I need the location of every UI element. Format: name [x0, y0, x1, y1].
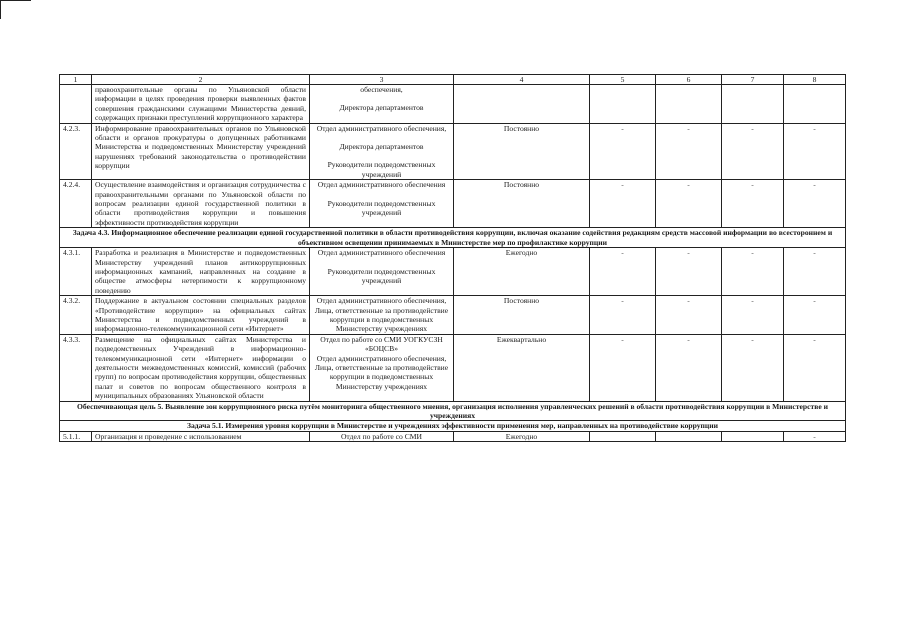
item-executors — [310, 248, 454, 296]
column-header-6: 6 — [656, 75, 722, 85]
funding-c5: - — [590, 334, 656, 401]
funding-c6: - — [656, 180, 722, 228]
item-description: Осуществление взаимодействия и организация сотрудничества с правоохранительными органами по Ульяновской области по вопросам реализации единой государственной политики в области противодействия коррупции и повышения эффективности противодействия коррупции — [92, 180, 310, 228]
table-row — [60, 334, 846, 401]
executor-line: Отдел административного обеспечения — [317, 248, 446, 258]
task-heading-row — [60, 228, 846, 248]
executor-spacer — [313, 151, 450, 160]
item-number: 4.2.4. — [60, 180, 92, 228]
funding-c5: - — [590, 296, 656, 335]
executor-spacer — [313, 133, 450, 142]
executor-line: Отдел административного обеспечения, — [316, 296, 447, 306]
executor-line: Отдел административного обеспечения — [317, 180, 446, 190]
funding-c6 — [656, 431, 722, 441]
action-plan-table — [59, 74, 846, 442]
item-term: Постоянно — [454, 296, 590, 335]
table-row — [60, 248, 846, 296]
executor-line: Директора департаментов — [339, 103, 424, 113]
table-row — [60, 431, 846, 441]
item-number: 5.1.1. — [60, 431, 92, 441]
funding-c8: - — [784, 248, 846, 296]
item-executors — [310, 123, 454, 180]
item-description: Информирование правоохранительных органов по Ульяновской области и органов прокуратуры о допущенных работниками Министерства и подведомственных Министерству учреждений нарушениях требований законодательства о противодействии коррупции — [92, 123, 310, 180]
funding-c6 — [656, 85, 722, 124]
item-term: Ежеквартально — [454, 334, 590, 401]
executor-line: Руководители подведомственных учреждений — [327, 266, 436, 285]
column-header-8: 8 — [784, 75, 846, 85]
funding-c6: - — [656, 123, 722, 180]
executor-line: Лица, ответственные за противодействие коррупции в подведомственных Министерству учреждениях — [314, 362, 449, 391]
item-term: Постоянно — [454, 123, 590, 180]
funding-c8: - — [784, 334, 846, 401]
executor-spacer — [313, 258, 450, 267]
task-heading-row — [60, 421, 846, 431]
funding-c7: - — [722, 334, 784, 401]
header-row — [60, 75, 846, 85]
item-executors — [310, 431, 454, 441]
funding-c5: - — [590, 123, 656, 180]
executor-line: Отдел административного обеспечения, — [316, 123, 447, 133]
item-term: Ежегодно — [454, 248, 590, 296]
funding-c8: - — [784, 180, 846, 228]
item-number: 4.2.3. — [60, 123, 92, 180]
executor-line: Руководители подведомственных учреждений — [327, 198, 436, 218]
executor-line: обеспечения, — [360, 85, 403, 94]
column-header-1: 1 — [60, 75, 92, 85]
funding-c8: - — [784, 296, 846, 335]
funding-c5: - — [590, 180, 656, 228]
item-term: Ежегодно — [454, 431, 590, 441]
page-corner-mark — [0, 0, 31, 19]
funding-c7: - — [722, 248, 784, 296]
funding-c7: - — [722, 123, 784, 180]
executor-line: Отдел по работе со СМИ УОГКУСЗН «БОЦСВ» — [320, 334, 443, 354]
table-row — [60, 123, 846, 180]
item-executors — [310, 85, 454, 124]
funding-c7: - — [722, 180, 784, 228]
item-description: Разработка и реализация в Министерстве и подведомственных Министерству учреждений планов антикоррупционных информационных кампаний, направленных на создание в обществе атмосферы нетерпимости к коррупционному поведению — [92, 248, 310, 296]
item-description: Организация и проведение с использованием — [92, 431, 310, 441]
executor-spacer — [313, 190, 450, 199]
table-row — [60, 180, 846, 228]
column-header-3: 3 — [310, 75, 454, 85]
funding-c5: - — [590, 248, 656, 296]
table-row — [60, 296, 846, 335]
executor-line: Директора департаментов — [339, 142, 424, 152]
executor-line: Лица, ответственные за противодействие коррупции в подведомственных Министерству учреждениях — [314, 305, 449, 334]
column-header-5: 5 — [590, 75, 656, 85]
task-heading: Обеспечивающая цель 5. Выявление зон коррупционного риска путём мониторинга общественного мнения, организация исполнения управленческих решений в области противодействия коррупции в Министерстве и учреждениях — [60, 401, 846, 421]
task-heading-row — [60, 401, 846, 421]
item-term: Постоянно — [454, 180, 590, 228]
item-executors — [310, 334, 454, 401]
item-number: 4.3.2. — [60, 296, 92, 335]
funding-c8 — [784, 85, 846, 124]
item-description: правоохранительные органы по Ульяновской области информации в целях проведения проверки выявленных фактов совершения гражданскими служащими Министерства деяний, содержащих признаки преступлений коррупционного характера — [92, 85, 310, 124]
funding-c5 — [590, 431, 656, 441]
item-description: Размещение на официальных сайтах Министерства и подведомственных Учреждений в информационно-телекоммуникационной сети «Интернет» информации о деятельности межведомственных комиссий, комиссий (рабочих групп) по вопросам противодействия коррупции, общественных палат и советов по вопросам общественного контроля в муниципальных образованиях Ульяновской области — [92, 334, 310, 401]
column-header-4: 4 — [454, 75, 590, 85]
column-header-7: 7 — [722, 75, 784, 85]
executor-line: Отдел административного обеспечения, — [316, 353, 447, 363]
executor-spacer — [313, 94, 450, 103]
funding-c6: - — [656, 248, 722, 296]
item-executors — [310, 296, 454, 335]
funding-c5 — [590, 85, 656, 124]
executor-line: Руководители подведомственных учреждений — [327, 160, 436, 179]
task-heading: Задача 4.3. Информационное обеспечение реализации единой государственной политики в области противодействия коррупции, включая оказание содействия редакциям средств массовой информации во всестороннем и объективном освещении принимаемых в Министерстве мер по профилактике коррупции — [60, 228, 846, 248]
item-number: 4.3.3. — [60, 334, 92, 401]
funding-c6: - — [656, 334, 722, 401]
funding-c7 — [722, 431, 784, 441]
table-row — [60, 85, 846, 124]
table-body — [60, 75, 846, 442]
funding-c8: - — [784, 123, 846, 180]
item-term — [454, 85, 590, 124]
item-number — [60, 85, 92, 124]
item-number: 4.3.1. — [60, 248, 92, 296]
funding-c8: - — [784, 431, 846, 441]
item-executors — [310, 180, 454, 228]
executor-line: Отдел по работе со СМИ — [340, 431, 423, 441]
funding-c7: - — [722, 296, 784, 335]
funding-c7 — [722, 85, 784, 124]
item-description: Поддержание в актуальном состоянии специальных разделов «Противодействие коррупции» на официальных сайтах Министерства и подведомственных учреждений в информационно-телекоммуникационной сети «Интернет» — [92, 296, 310, 335]
task-heading: Задача 5.1. Измерения уровня коррупции в Министерстве и учреждениях эффективности применения мер, направленных на противодействие коррупции — [60, 421, 846, 431]
column-header-2: 2 — [92, 75, 310, 85]
funding-c6: - — [656, 296, 722, 335]
